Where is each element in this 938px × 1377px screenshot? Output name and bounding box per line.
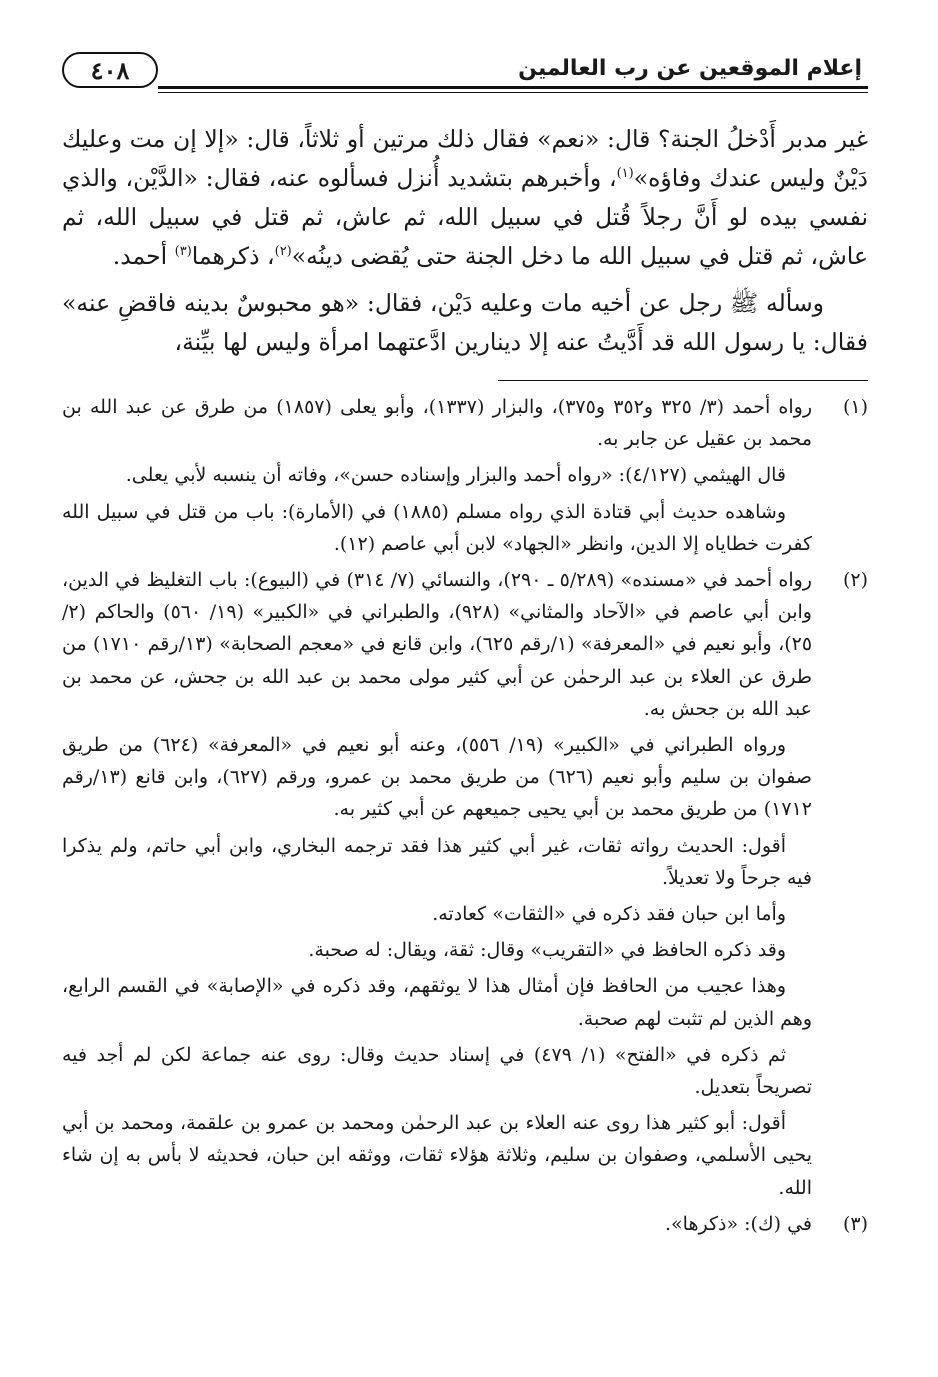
footnote-number: (٣) (842, 1212, 868, 1235)
header-rule (158, 86, 868, 89)
footnote-paragraph: وشاهده حديث أبي قتادة الذي رواه مسلم (١٨٨٥) في (الأمارة): باب من قتل في سبيل الله كفرت خطاياه إلا الدين، وانظر «الجهاد» لابن أبي عاصم (١٢). (62, 500, 812, 555)
footnote-separator (498, 380, 868, 381)
footnotes (62, 391, 868, 1240)
running-title: إعلام الموقعين عن رب العالمين (518, 56, 862, 81)
footnote-paragraph: رواه أحمد (٣/ ٣٢٥ و٣٥٢ و٣٧٥)، والبزار (١٣٣٧)، وأبو يعلى (١٨٥٧) من طرق عن عبد الله بن محمد بن عقيل عن جابر به. (62, 396, 813, 451)
footnote-paragraph: رواه أحمد في «مسنده» (٥/٢٨٩ ـ ٢٩٠)، والنسائي (٧/ ٣١٤) في (البيوع): باب التغليظ في الدين، وابن أبي عاصم في «الآحاد والمثاني» (٩٢٨)، والطبراني في «الكبير» (١٩/ ٥٦٠) والحاكم (٢/ ٢٥)، وأبو نعيم في «المعرفة» (١/رقم ٦٢٥)، وابن قانع في «معجم الصحابة» (١٣/رقم ١٧١٠) من طرق عن العلاء بن عبد الرحمٰن عن أبي كثير مولى محمد بن عبد الله بن جحش، عن محمد بن عبد الله بن جحش به. (62, 569, 813, 720)
text-segment: غير مدبر أَدْخلُ الجنة؟ قال: «نعم» فقال ذلك مرتين أو ثلاثاً، قال: «إلا إن مت وعليك دَيْنٌ وليس عندك وفاؤه» (62, 125, 868, 192)
footnote-paragraph: وقد ذكره الحافظ في «التقريب» وقال: ثقة، ويقال: له صحبة. (308, 939, 786, 962)
text-segment: ، وأخبرهم بتشديد أُنزل فسألوه عنه، فقال: «الدَّيْن، والذي نفسي بيده لو أَنَّ رجلاً قُتل في سبيل الله، ثم عاش، ثم قتل في سبيل الله، ثم عاش، ثم قتل في سبيل الله ما دخل الجنة حتى يُقضى دينُه» (62, 164, 868, 270)
footnote-paragraph: قال الهيثمي (٤/١٢٧): «رواه أحمد والبزار وإسناده حسن»، وفاته أن ينسبه لأبي يعلى. (125, 464, 786, 487)
footnote-ref-2[interactable]: (٢) (274, 244, 292, 260)
footnote-paragraph: أقول: أبو كثير هذا روى عنه العلاء بن عبد الرحمٰن ومحمد بن عمرو بن علقمة، ومحمد بن أبي يحيى الأسلمي، وصفوان بن سليم، وثلاثة هؤلاء ثقات، ووثقه ابن حبان، فحديثه لا بأس به إن شاء الله. (62, 1112, 812, 1199)
footnote-paragraph: ثم ذكره في «الفتح» (١/ ٤٧٩) في إسناد حديث وقال: روى عنه جماعة لكن لم أجد فيه تصريحاً بتعديل. (62, 1043, 812, 1099)
footnote-number: (١) (842, 396, 868, 418)
footnote-1 (62, 391, 868, 560)
main-paragraph-1 (62, 120, 868, 276)
book-page (62, 48, 868, 1244)
header-rule-thin (158, 92, 868, 93)
footnote-3 (62, 1208, 868, 1240)
text-segment: ، ذكرهما (191, 242, 275, 270)
footnote-number: (٢) (842, 569, 868, 592)
main-text (62, 120, 868, 362)
footnote-paragraph: أقول: الحديث رواته ثقات، غير أبي كثير هذا فقد ترجمه البخاري، وابن أبي حاتم، ولم يذكرا فيه جرحاً ولا تعديلاً. (62, 834, 812, 889)
footnote-paragraph: في (ك): «ذكرها». (665, 1212, 812, 1235)
footnote-paragraph: ورواه الطبراني في «الكبير» (١٩/ ٥٥٦)، وعنه أبو نعيم في «المعرفة» (٦٢٤) من طريق صفوان بن سليم وأبو نعيم (٦٢٦) من طريق محمد بن عمرو، ورقم (٦٢٧)، وابن قانع (١٣/رقم ١٧١٢) من طريق محمد بن أبي يحيى جميعهم عن أبي كثير به. (62, 734, 812, 821)
footnote-ref-3[interactable]: (٣) (174, 244, 192, 260)
main-paragraph-2: وسأله ﷺ رجل عن أخيه مات وعليه دَيْن، فقال: «هو محبوسٌ بدينه فاقضِ عنه» فقال: يا رسول الله قد أَدَّيتُ عنه إلا دينارين ادَّعتهما امرأة وليس لها بيِّنة، (62, 289, 868, 356)
footnote-paragraph: وهذا عجيب من الحافظ فإن أمثال هذا لا يوثقهم، وقد ذكره في «الإصابة» في القسم الرابع، وهم الذين لم تثبت لهم صحبة. (62, 975, 812, 1030)
footnote-paragraph: وأما ابن حبان فقد ذكره في «الثقات» كعادته. (432, 903, 786, 926)
text-segment: أحمد. (112, 242, 175, 270)
page-header (62, 48, 868, 92)
footnote-ref-1[interactable]: (١) (616, 166, 634, 182)
page-number: ٤٠٨ (62, 52, 158, 88)
footnote-2 (62, 564, 868, 1204)
